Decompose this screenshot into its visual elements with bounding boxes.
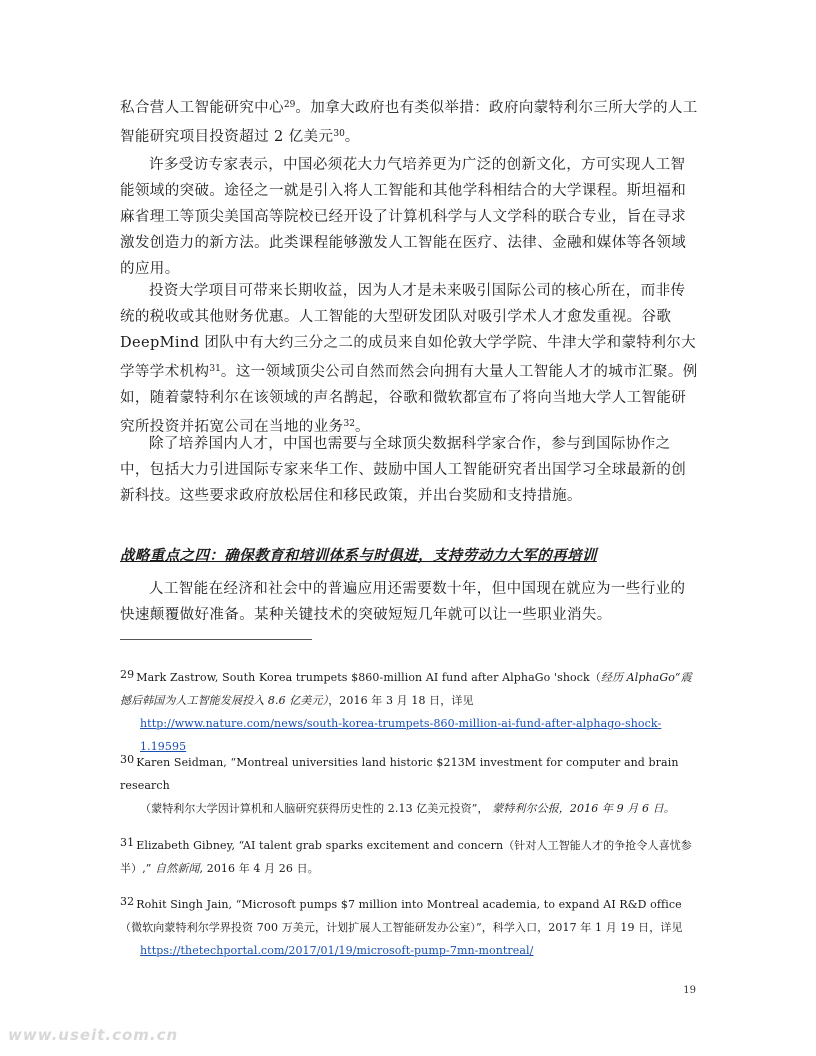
footnote-30 (120, 748, 700, 820)
page-number: 19 (683, 985, 696, 996)
paragraph-2: 许多受访专家表示，中国必须花大力气培养更为广泛的创新文化，方可实现人工智能领域的突破。途径之一就是引入将人工智能和其他学科相结合的大学课程。斯坦福和麻省理工等顶尖美国高等院校已经开设了计算机科学与人文学科的联合专业，旨在寻求激发创造力的新方法。此类课程能够激发人工智能在医疗、法律、金融和媒体等各领域的应用。 (120, 157, 687, 277)
footnote-29 (120, 663, 700, 758)
footnote-text: Elizabeth Gibney, “AI talent grab sparks excitement and concern（针对人工智能人才的争抢令人喜忧参半）,” (120, 839, 692, 875)
footnote-number: 32 (120, 895, 135, 908)
footnote-text-line2: （蒙特利尔大学因计算机和人脑研究获得历史性的 2.13 亿美元投资”， (140, 802, 489, 815)
footnote-ref-32[interactable]: 32 (343, 419, 355, 429)
footnote-number: 31 (120, 836, 135, 849)
footnote-ref-31[interactable]: 31 (209, 364, 221, 374)
p3-text-c: 。 (354, 419, 370, 435)
footnote-32 (120, 890, 700, 962)
paragraph-3 (120, 278, 700, 440)
p1-text-c: 。 (344, 129, 360, 145)
footnote-31 (120, 831, 700, 880)
watermark: www.useit.com.cn (8, 1026, 179, 1044)
paragraph-4: 除了培养国内人才，中国也需要与全球顶尖数据科学家合作，参与到国际协作之中，包括大力引进国际专家来华工作、鼓励中国人工智能研究者出国学习全球最新的创新科技。这些要求政府放松居住和移民政策，并出台奖励和支持措施。 (120, 436, 687, 504)
footnote-text: Mark Zastrow, South Korea trumpets $860-million AI fund after AlphaGo 'shock（ (136, 671, 601, 684)
footnote-number: 29 (120, 668, 135, 681)
p3-text-b: 。这一领域顶尖公司自然而然会向拥有大量人工智能人才的城市汇聚。例如，随着蒙特利尔在该领域的声名鹊起，谷歌和微软都宣布了将向当地大学人工智能研究所投资并拓宽公司在当地的业务 (120, 364, 698, 435)
footnote-divider (120, 639, 312, 640)
p3-text-a: 投资大学项目可带来长期收益，因为人才是未来吸引国际公司的核心所在，而非传统的税收或其他财务优惠。人工智能的大型研发团队对吸引学术人才愈发重视。谷歌 DeepMind 团队中有大约三分之二的成员来自如伦敦大学学院、牛津大学和蒙特利尔大学等学术机构 (120, 283, 697, 380)
footnote-italic: 蒙特利尔公报，2016 年 9 月 6 日。 (488, 802, 675, 815)
paragraph-5: 人工智能在经济和社会中的普遍应用还需要数十年，但中国现在就应为一些行业的快速颠覆做好准备。某种关键技术的突破短短几年就可以让一些职业消失。 (120, 581, 686, 623)
footnote-link[interactable]: http://www.nature.com/news/south-korea-trumpets-860-million-ai-fund-after-alphago-shock-1.19595 (140, 717, 662, 753)
footnote-italic: 自然新闻 (151, 862, 200, 875)
paragraph-1 (120, 92, 700, 150)
footnote-number: 30 (120, 753, 135, 766)
footnote-text: Rohit Singh Jain, “Microsoft pumps $7 million into Montreal academia, to expand AI R&D office（微软向蒙特利尔学界投资 700 万美元，计划扩展人工智能研发办公室）”，科学入口，2017 年 1 月 19 日，详见 (120, 898, 683, 934)
footnote-text: Karen Seidman, “Montreal universities land historic $213M investment for computer and brain research (120, 756, 679, 792)
footnote-tail: , 2016 年 4 月 26 日。 (199, 862, 319, 875)
footnote-ref-29[interactable]: 29 (283, 100, 296, 110)
section-heading: 战略重点之四：确保教育和培训体系与时俱进，支持劳动力大军的再培训 (120, 547, 597, 564)
footnote-tail: ，2016 年 3 月 18 日，详见 (328, 694, 474, 707)
p1-text-a: 私合营人工智能研究中心 (120, 100, 284, 116)
footnote-link[interactable]: https://thetechportal.com/2017/01/19/microsoft-pump-7mn-montreal/ (140, 944, 534, 957)
footnote-italic: 经历 AlphaGo“震撼后韩国为人工智能发展投入 8.6 亿美元） (120, 671, 692, 707)
p1-text-b: 。加拿大政府也有类似举措：政府向蒙特利尔三所大学的人工智能研究项目投资超过 2 亿美元 (120, 100, 698, 145)
footnote-ref-30[interactable]: 30 (333, 129, 345, 139)
